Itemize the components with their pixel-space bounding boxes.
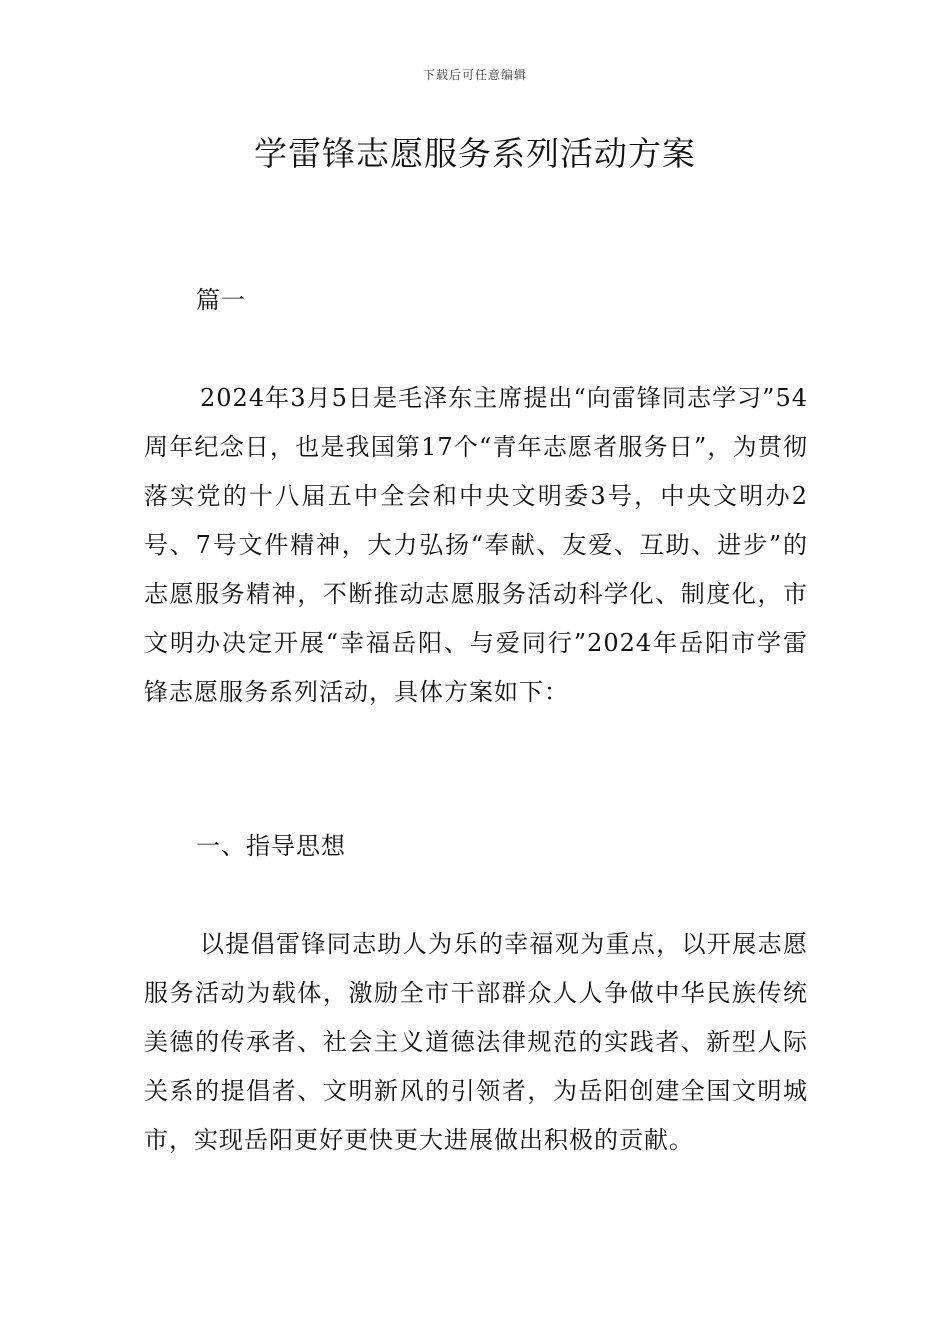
section-heading-guiding-ideology: 一、指导思想 [196, 832, 346, 860]
part-label: 篇一 [196, 286, 246, 314]
intro-paragraph: 2024年3月5日是毛泽东主席提出“向雷锋同志学习”54周年纪念日，也是我国第17个“青年志愿者服务日”，为贯彻落实党的十八届五中全会和中央文明委3号，中央文明办2号、7号文件精神，大力弘扬“奉献、友爱、互助、进步”的志愿服务精神，不断推动志愿服务活动科学化、制度化，市文明办决定开展“幸福岳阳、与爱同行”2024年岳阳市学雷锋志愿服务系列活动，具体方案如下： [144, 384, 808, 706]
document-title: 学雷锋志愿服务系列活动方案 [254, 134, 696, 173]
guiding-ideology-paragraph: 以提倡雷锋同志助人为乐的幸福观为重点，以开展志愿服务活动为载体，激励全市干部群众人人争做中华民族传统美德的传承者、社会主义道德法律规范的实践者、新型人际关系的提倡者、文明新风的引领者，为岳阳创建全国文明城市，实现岳阳更好更快更大进展做出积极的贡献。 [144, 930, 808, 1154]
header-note: 下载后可任意编辑 [422, 68, 527, 82]
